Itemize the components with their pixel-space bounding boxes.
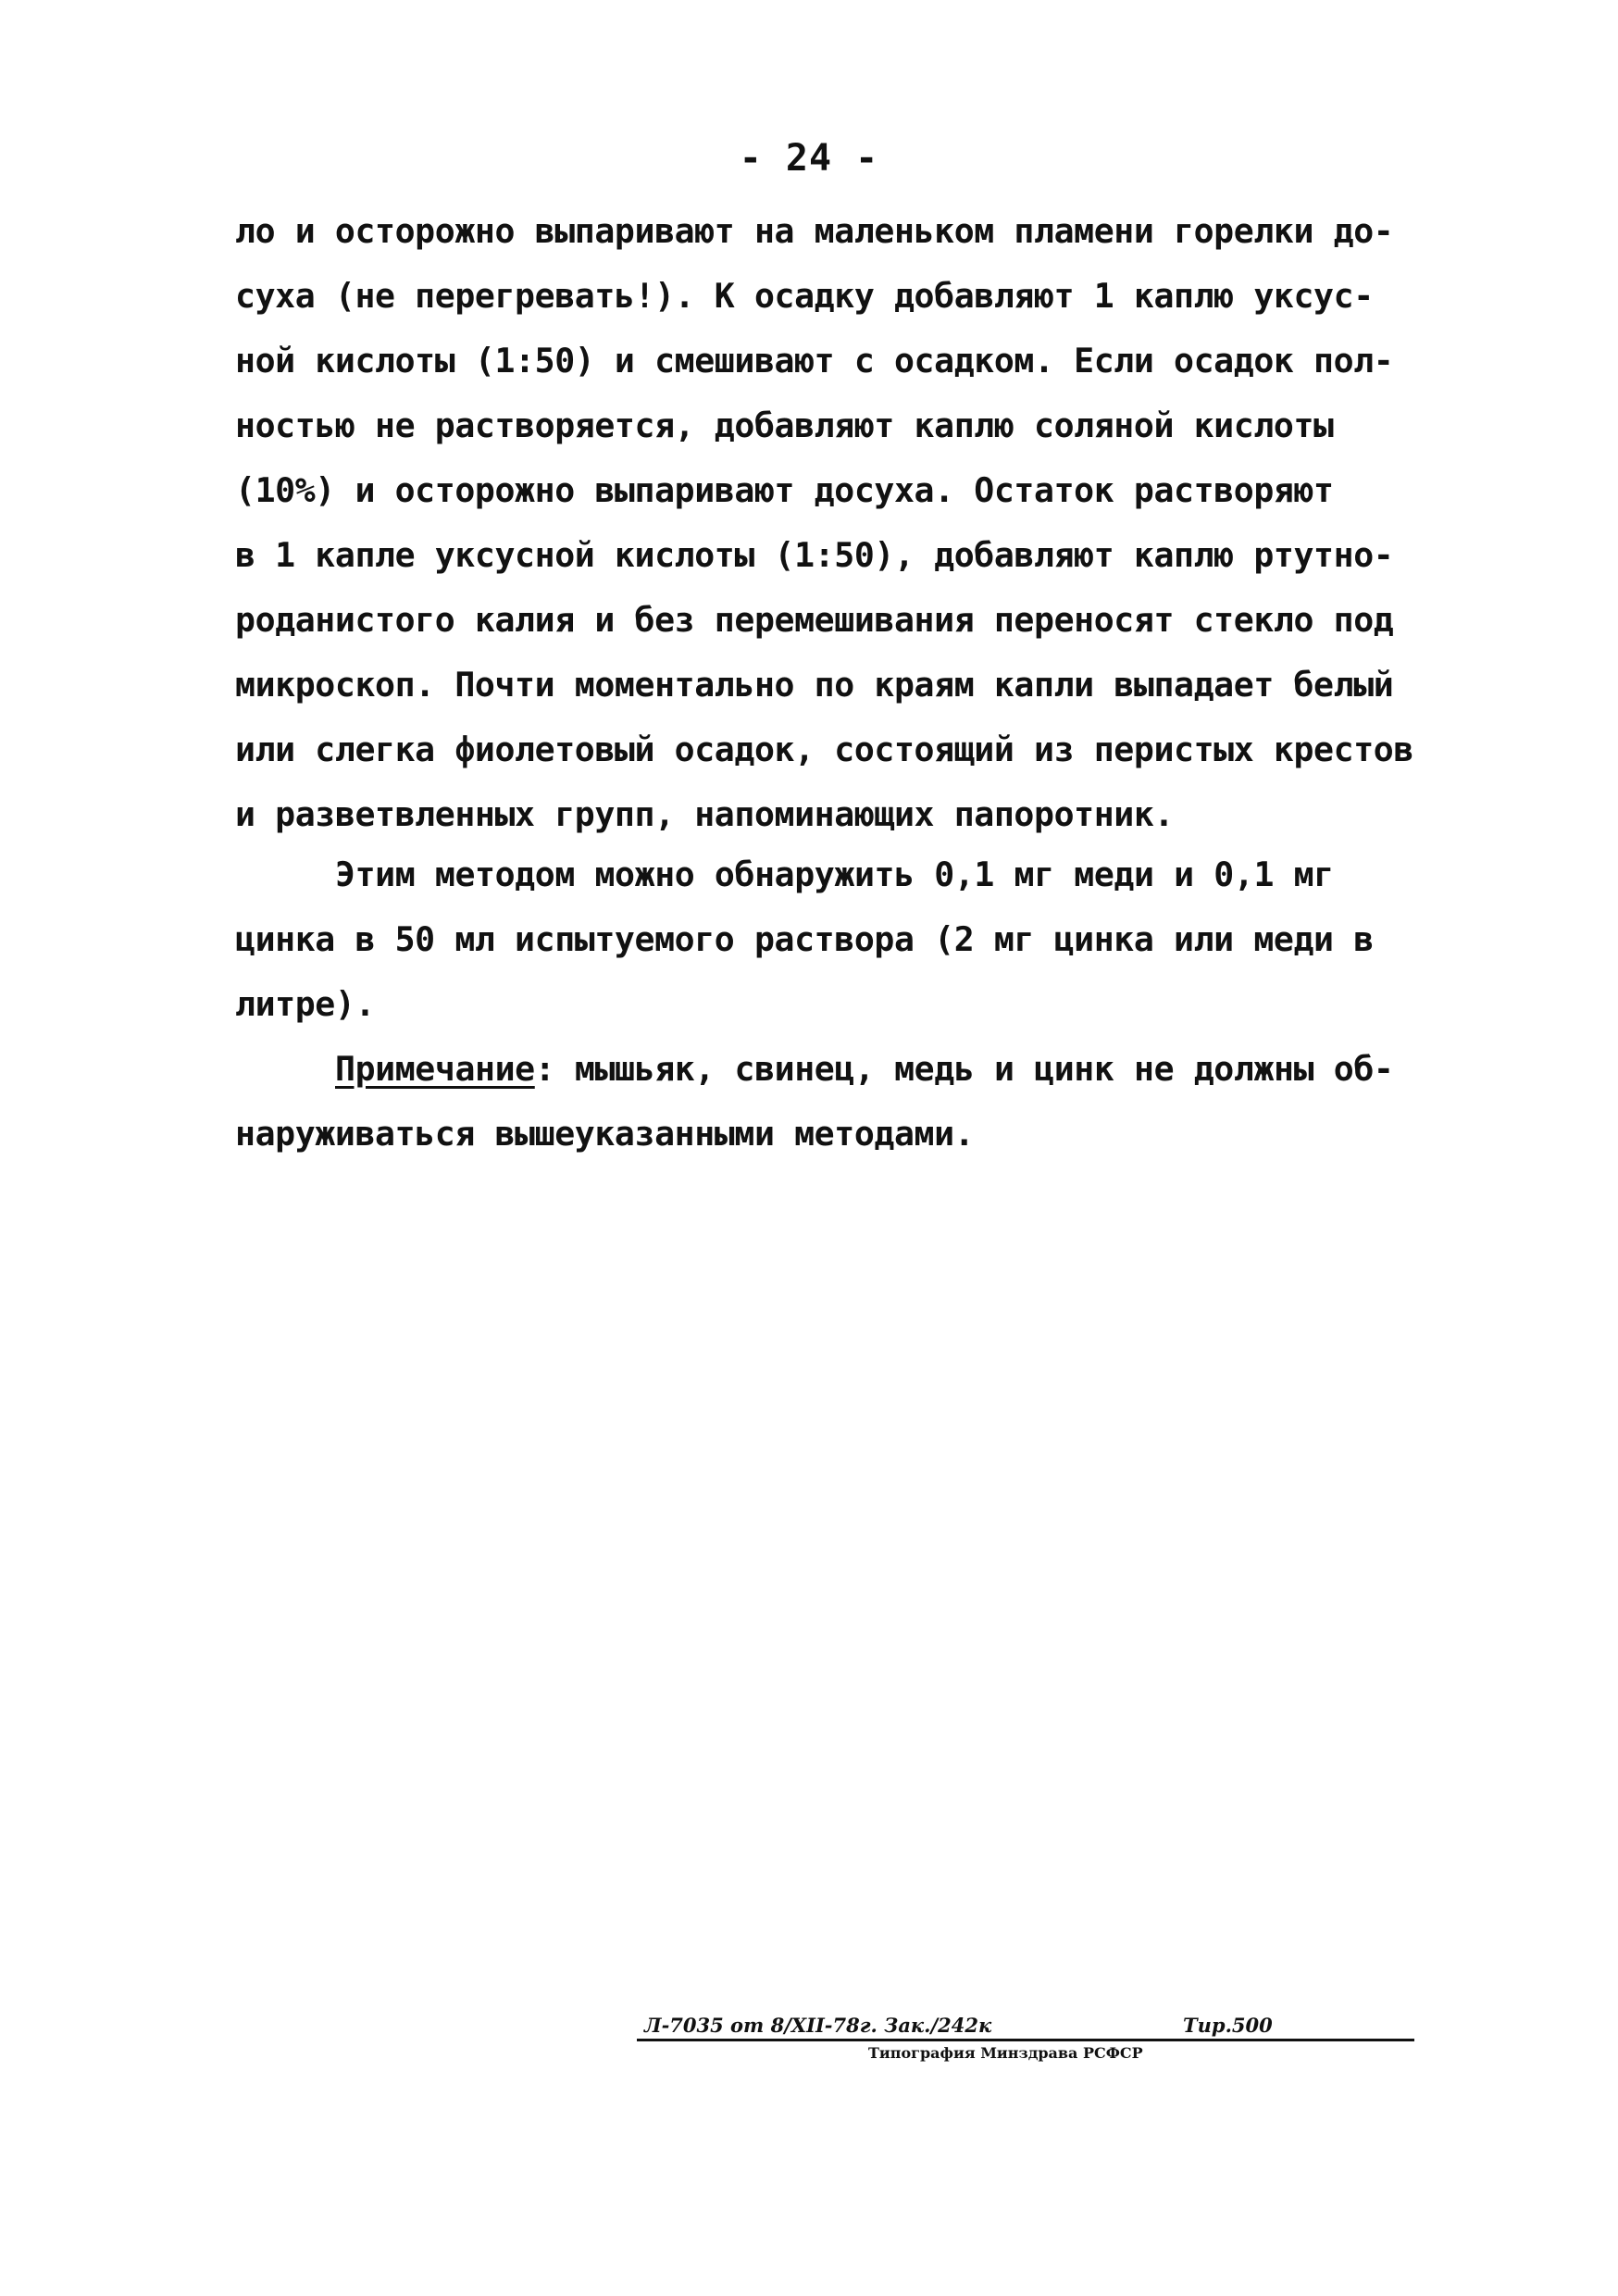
note-line: наруживаться вышеуказанными методами.: [235, 1114, 975, 1154]
text-line: ной кислоты (1:50) и смешивают с осадком. Если осадок пол-: [235, 341, 1394, 381]
printer-name: Типография Минздрава РСФСР: [868, 2044, 1143, 2062]
text-line: ностью не растворяется, добавляют каплю соляной кислоты: [235, 406, 1334, 445]
paragraph-1: [235, 199, 1438, 847]
text-line: ло и осторожно выпаривают на маленьком пламени горелки до-: [235, 211, 1394, 251]
note-line: [235, 1037, 1438, 1102]
text-line: в 1 капле уксусной кислоты (1:50), добавляют каплю ртутно-: [235, 535, 1394, 575]
imprint-rule: [637, 2039, 1414, 2041]
text-line: микроскоп. Почти моментально по краям капли выпадает белый: [235, 665, 1394, 705]
page-number: - 24 -: [739, 137, 879, 180]
text-line: литре).: [235, 984, 376, 1024]
text-line: и разветвленных групп, напоминающих папоротник.: [235, 794, 1175, 834]
note-label: Примечание: [335, 1049, 535, 1089]
text-line: или слегка фиолетовый осадок, состоящий из перистых крестов: [235, 730, 1413, 769]
text-line: (10%) и осторожно выпаривают досуха. Остаток растворяют: [235, 470, 1334, 510]
print-run: Тир.500: [1183, 2014, 1273, 2037]
note-text: : мышьяк, свинец, медь и цинк не должны об-: [534, 1049, 1394, 1089]
paragraph-2: [235, 842, 1438, 1037]
note-paragraph: [235, 1037, 1438, 1167]
text-line: суха (не перегревать!). К осадку добавляют 1 каплю уксус-: [235, 276, 1374, 316]
text-line: роданистого калия и без перемешивания переносят стекло под: [235, 600, 1394, 640]
print-imprint: [637, 2011, 1414, 2062]
order-info: Л-7035 от 8/XII-78г. Зак./242к: [644, 2014, 992, 2037]
text-line: Этим методом можно обнаружить 0,1 мг меди и 0,1 мг: [335, 855, 1334, 894]
text-line: цинка в 50 мл испытуемого раствора (2 мг цинка или меди в: [235, 919, 1374, 959]
